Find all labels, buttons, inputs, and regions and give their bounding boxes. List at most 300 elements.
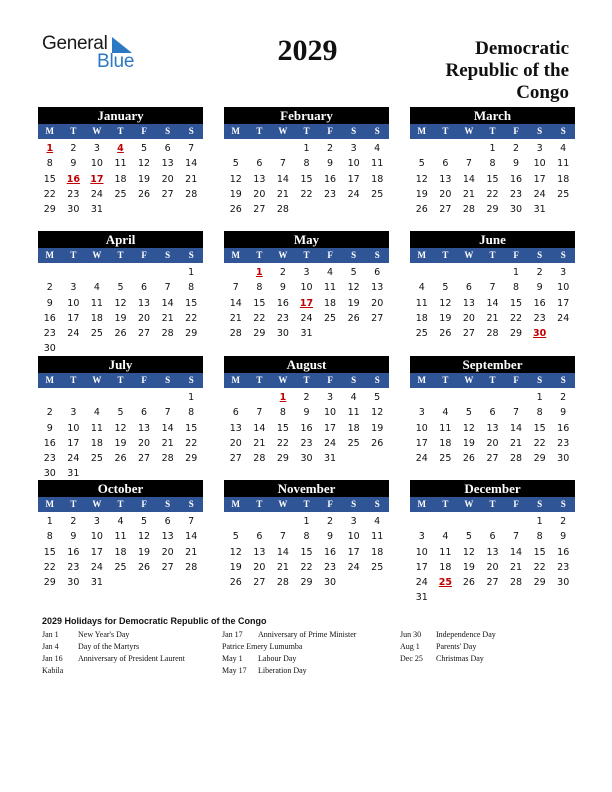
day-cell: 27 (439, 204, 452, 216)
day-cell: 17 (67, 312, 80, 324)
day-cell: 6 (164, 516, 171, 527)
day-cell: 18 (371, 173, 384, 185)
day-cell: 21 (185, 546, 198, 558)
day-cell: 13 (161, 158, 174, 170)
weekday-label: M (45, 375, 55, 385)
day-cell: 1 (188, 392, 195, 403)
day-cell: 23 (324, 188, 337, 200)
day-cell: 30 (557, 577, 570, 589)
day-cell: 20 (138, 437, 151, 449)
empty-cell (410, 390, 434, 405)
day-cell: 21 (185, 173, 198, 185)
day-cell: 14 (161, 422, 174, 434)
day-cell: 21 (276, 188, 289, 200)
empty-cell (85, 390, 109, 405)
day-grid (410, 514, 575, 606)
day-cell: 21 (486, 312, 499, 324)
day-cell: 22 (300, 188, 313, 200)
day-cell: 2 (303, 392, 310, 403)
weekday-label: M (417, 250, 427, 260)
day-cell: 29 (486, 204, 499, 216)
day-cell: 18 (439, 561, 452, 573)
holiday-day-cell: 4 (117, 143, 124, 154)
day-cell: 12 (138, 158, 151, 170)
month-december (410, 480, 575, 606)
day-cell: 15 (43, 546, 56, 558)
day-cell: 11 (371, 158, 384, 170)
weekday-label: T (489, 126, 496, 136)
day-cell: 14 (510, 546, 523, 558)
weekday-label: S (560, 499, 566, 509)
day-cell: 9 (70, 531, 77, 543)
day-cell: 13 (161, 531, 174, 543)
day-cell: 12 (462, 422, 475, 434)
day-cell: 13 (486, 422, 499, 434)
holiday-date: Dec 25 (400, 654, 423, 663)
day-cell: 28 (185, 188, 198, 200)
day-cell: 11 (114, 158, 127, 170)
day-cell: 28 (462, 204, 475, 216)
day-cell: 25 (90, 328, 103, 340)
holiday-day-cell: 1 (256, 267, 263, 278)
day-cell: 31 (90, 204, 103, 216)
weekday-header (224, 497, 389, 512)
day-cell: 22 (510, 312, 523, 324)
day-cell: 27 (138, 453, 151, 465)
day-cell: 6 (164, 143, 171, 154)
holiday-column (222, 629, 400, 677)
day-cell: 6 (374, 267, 381, 278)
day-cell: 11 (439, 422, 452, 434)
month-october (38, 480, 203, 590)
day-cell: 19 (371, 422, 384, 434)
day-cell: 15 (300, 173, 313, 185)
day-cell: 26 (114, 453, 127, 465)
day-cell: 9 (560, 531, 567, 543)
holiday-name: Labour Day (258, 654, 297, 663)
day-cell: 25 (114, 561, 127, 573)
holiday-date: May 17 (222, 666, 247, 675)
weekday-label: T (117, 250, 124, 260)
day-cell: 23 (67, 561, 80, 573)
day-cell: 29 (300, 577, 313, 589)
weekday-label: F (327, 250, 333, 260)
weekday-label: S (560, 250, 566, 260)
day-cell: 8 (46, 531, 53, 543)
day-cell: 25 (557, 188, 570, 200)
day-cell: 23 (300, 437, 313, 449)
day-cell: 23 (67, 188, 80, 200)
day-cell: 21 (229, 312, 242, 324)
day-cell: 11 (557, 158, 570, 170)
year-title: 2029 (277, 34, 338, 67)
day-cell: 8 (489, 158, 496, 170)
day-cell: 10 (347, 158, 360, 170)
holiday-day-cell: 1 (46, 143, 54, 154)
day-cell: 24 (533, 188, 546, 200)
weekday-header (38, 124, 203, 139)
weekday-label: S (374, 499, 380, 509)
day-cell: 20 (486, 561, 499, 573)
weekday-label: T (303, 499, 310, 509)
day-cell: 2 (46, 282, 53, 294)
day-cell: 15 (276, 422, 289, 434)
weekday-label: T (256, 250, 263, 260)
day-cell: 6 (256, 158, 263, 170)
empty-cell (62, 265, 86, 280)
weekday-label: F (513, 375, 519, 385)
weekday-label: W (278, 499, 288, 509)
day-cell: 18 (90, 312, 103, 324)
day-cell: 10 (90, 531, 103, 543)
day-cell: 21 (510, 561, 523, 573)
day-cell: 15 (185, 297, 198, 309)
day-cell: 9 (513, 158, 520, 170)
day-cell: 13 (229, 422, 242, 434)
day-cell: 2 (560, 392, 567, 403)
empty-cell (434, 514, 458, 529)
day-cell: 27 (138, 328, 151, 340)
day-cell: 5 (232, 158, 239, 170)
day-cell: 11 (347, 407, 360, 419)
day-cell: 3 (303, 267, 310, 278)
day-cell: 12 (415, 173, 428, 185)
weekday-header (410, 497, 575, 512)
country-title (369, 38, 569, 104)
day-cell: 11 (114, 531, 127, 543)
weekday-label: T (256, 499, 263, 509)
month-title: April (38, 231, 203, 248)
weekday-label: M (231, 375, 241, 385)
empty-cell (457, 141, 481, 156)
weekday-label: W (464, 499, 474, 509)
day-cell: 2 (513, 143, 520, 154)
day-cell: 7 (279, 158, 286, 170)
day-cell: 5 (374, 392, 381, 403)
day-cell: 6 (141, 407, 148, 419)
month-june (410, 231, 575, 341)
day-cell: 14 (229, 297, 242, 309)
day-cell: 5 (232, 531, 239, 543)
weekday-label: S (374, 126, 380, 136)
day-cell: 10 (557, 282, 570, 294)
day-cell: 19 (439, 312, 452, 324)
holiday-column (42, 629, 220, 677)
day-grid (224, 390, 389, 466)
holiday-day-cell: 30 (533, 328, 547, 340)
empty-cell (224, 141, 248, 156)
holiday-date: Jan 17 (222, 630, 243, 639)
day-cell: 15 (533, 546, 546, 558)
weekday-label: W (92, 126, 102, 136)
day-cell: 7 (256, 407, 263, 419)
day-cell: 14 (185, 158, 198, 170)
day-cell: 16 (67, 546, 80, 558)
day-cell: 21 (253, 437, 266, 449)
day-cell: 16 (510, 173, 523, 185)
day-cell: 8 (46, 158, 53, 170)
day-cell: 22 (43, 561, 56, 573)
day-cell: 30 (557, 453, 570, 465)
day-cell: 20 (253, 188, 266, 200)
day-cell: 29 (43, 577, 56, 589)
day-cell: 7 (489, 282, 496, 294)
day-cell: 11 (324, 282, 337, 294)
day-cell: 20 (138, 312, 151, 324)
day-cell: 24 (90, 188, 103, 200)
day-cell: 19 (114, 437, 127, 449)
day-cell: 2 (46, 407, 53, 419)
day-cell: 10 (347, 531, 360, 543)
holiday-entry (222, 641, 400, 653)
holiday-name-continued: Kabila (42, 666, 64, 675)
weekday-label: W (92, 250, 102, 260)
month-november (224, 480, 389, 590)
weekday-label: T (489, 375, 496, 385)
weekday-label: M (231, 250, 241, 260)
day-cell: 14 (462, 173, 475, 185)
day-cell: 23 (557, 561, 570, 573)
day-cell: 12 (229, 546, 242, 558)
day-cell: 21 (161, 437, 174, 449)
weekday-label: S (351, 375, 357, 385)
day-cell: 15 (533, 422, 546, 434)
day-cell: 5 (465, 531, 472, 543)
day-cell: 12 (347, 282, 360, 294)
day-cell: 5 (465, 407, 472, 419)
day-grid (410, 265, 575, 341)
holiday-date: Jun 30 (400, 630, 422, 639)
month-january (38, 107, 203, 217)
day-cell: 13 (486, 546, 499, 558)
weekday-label: S (537, 375, 543, 385)
day-cell: 16 (43, 312, 56, 324)
weekday-label: W (92, 499, 102, 509)
day-cell: 20 (371, 297, 384, 309)
day-grid (224, 141, 389, 217)
day-cell: 1 (303, 143, 310, 154)
day-cell: 22 (185, 312, 198, 324)
day-cell: 13 (462, 297, 475, 309)
weekday-label: M (231, 499, 241, 509)
day-cell: 20 (486, 437, 499, 449)
day-cell: 3 (560, 267, 567, 278)
day-cell: 12 (114, 297, 127, 309)
day-cell: 24 (90, 561, 103, 573)
day-cell: 11 (90, 422, 103, 434)
weekday-label: W (464, 126, 474, 136)
day-cell: 13 (253, 546, 266, 558)
day-cell: 4 (442, 407, 449, 419)
day-cell: 4 (93, 282, 100, 294)
day-cell: 9 (327, 158, 334, 170)
day-cell: 9 (327, 531, 334, 543)
day-cell: 14 (276, 546, 289, 558)
day-cell: 19 (347, 297, 360, 309)
day-cell: 21 (510, 437, 523, 449)
empty-cell (85, 265, 109, 280)
month-title: July (38, 356, 203, 373)
day-cell: 1 (536, 392, 543, 403)
day-cell: 9 (70, 158, 77, 170)
day-cell: 17 (67, 437, 80, 449)
day-cell: 6 (489, 407, 496, 419)
day-cell: 25 (439, 453, 452, 465)
day-cell: 7 (465, 158, 472, 170)
empty-cell (271, 514, 295, 529)
weekday-label: W (278, 126, 288, 136)
day-cell: 10 (67, 422, 80, 434)
day-cell: 19 (138, 173, 151, 185)
day-cell: 8 (303, 531, 310, 543)
weekday-label: M (45, 126, 55, 136)
empty-cell (156, 265, 180, 280)
empty-cell (504, 390, 528, 405)
day-cell: 7 (513, 531, 520, 543)
day-cell: 19 (229, 561, 242, 573)
weekday-label: M (417, 375, 427, 385)
day-cell: 7 (188, 143, 195, 154)
month-april (38, 231, 203, 357)
day-cell: 11 (439, 546, 452, 558)
day-cell: 20 (253, 561, 266, 573)
empty-cell (271, 141, 295, 156)
day-cell: 12 (138, 531, 151, 543)
country-line: Republic of the (445, 60, 569, 81)
day-cell: 27 (253, 577, 266, 589)
day-cell: 3 (418, 531, 425, 543)
day-cell: 27 (486, 577, 499, 589)
weekday-label: M (231, 126, 241, 136)
empty-cell (248, 390, 272, 405)
day-cell: 24 (67, 328, 80, 340)
empty-cell (504, 514, 528, 529)
empty-cell (109, 265, 133, 280)
empty-cell (109, 390, 133, 405)
day-cell: 23 (533, 312, 546, 324)
day-cell: 5 (442, 282, 449, 294)
day-cell: 20 (462, 312, 475, 324)
month-may (224, 231, 389, 341)
weekday-label: T (70, 375, 77, 385)
day-cell: 10 (324, 407, 337, 419)
day-cell: 28 (161, 453, 174, 465)
weekday-label: F (327, 126, 333, 136)
weekday-label: S (560, 126, 566, 136)
holiday-day-cell: 25 (438, 577, 452, 589)
holiday-date: Aug 1 (400, 642, 420, 651)
day-cell: 12 (229, 173, 242, 185)
day-cell: 4 (374, 516, 381, 527)
day-cell: 27 (462, 328, 475, 340)
holiday-name: Independence Day (436, 630, 496, 639)
day-cell: 22 (486, 188, 499, 200)
day-cell: 7 (164, 407, 171, 419)
weekday-label: S (165, 250, 171, 260)
month-title: March (410, 107, 575, 124)
day-cell: 16 (557, 546, 570, 558)
day-grid (38, 390, 203, 482)
day-cell: 20 (161, 173, 174, 185)
empty-cell (224, 265, 248, 280)
month-title: May (224, 231, 389, 248)
day-cell: 21 (276, 561, 289, 573)
weekday-label: S (351, 499, 357, 509)
empty-cell (434, 265, 458, 280)
day-cell: 23 (276, 312, 289, 324)
day-cell: 11 (415, 297, 428, 309)
day-cell: 6 (489, 531, 496, 543)
weekday-label: T (489, 499, 496, 509)
day-cell: 26 (138, 188, 151, 200)
empty-cell (457, 265, 481, 280)
empty-cell (156, 390, 180, 405)
empty-cell (410, 514, 434, 529)
holiday-name: New Year's Day (78, 630, 130, 639)
weekday-header (38, 373, 203, 388)
day-cell: 23 (557, 437, 570, 449)
weekday-label: S (560, 375, 566, 385)
day-cell: 1 (46, 516, 53, 527)
day-cell: 19 (138, 546, 151, 558)
day-cell: 13 (138, 297, 151, 309)
day-cell: 23 (510, 188, 523, 200)
day-cell: 11 (90, 297, 103, 309)
month-title: June (410, 231, 575, 248)
day-cell: 2 (70, 516, 77, 527)
day-cell: 4 (327, 267, 334, 278)
weekday-label: W (464, 250, 474, 260)
weekday-label: W (464, 375, 474, 385)
weekday-header (410, 248, 575, 263)
day-cell: 28 (161, 328, 174, 340)
holidays-section (42, 616, 572, 689)
day-cell: 4 (117, 516, 124, 527)
day-cell: 2 (536, 267, 543, 278)
weekday-label: F (327, 375, 333, 385)
day-cell: 6 (442, 158, 449, 170)
holiday-column (400, 629, 578, 665)
logo (42, 33, 152, 73)
day-cell: 13 (138, 422, 151, 434)
day-cell: 3 (327, 392, 334, 403)
empty-cell (132, 390, 156, 405)
day-cell: 31 (90, 577, 103, 589)
holiday-name-continued: Patrice Emery Lumumba (222, 642, 303, 651)
logo-word-general: General (42, 33, 108, 54)
day-cell: 31 (533, 204, 546, 216)
day-cell: 2 (70, 143, 77, 154)
day-cell: 8 (536, 531, 543, 543)
day-cell: 31 (324, 453, 337, 465)
day-cell: 9 (303, 407, 310, 419)
month-title: August (224, 356, 389, 373)
day-cell: 23 (324, 561, 337, 573)
day-cell: 25 (324, 312, 337, 324)
day-cell: 16 (43, 437, 56, 449)
day-cell: 28 (253, 453, 266, 465)
weekday-label: T (442, 375, 449, 385)
day-cell: 18 (371, 546, 384, 558)
day-cell: 8 (256, 282, 263, 294)
weekday-header (224, 373, 389, 388)
day-cell: 4 (374, 143, 381, 154)
day-cell: 18 (114, 546, 127, 558)
day-cell: 20 (439, 188, 452, 200)
day-cell: 26 (415, 204, 428, 216)
empty-cell (62, 390, 86, 405)
day-cell: 24 (347, 188, 360, 200)
